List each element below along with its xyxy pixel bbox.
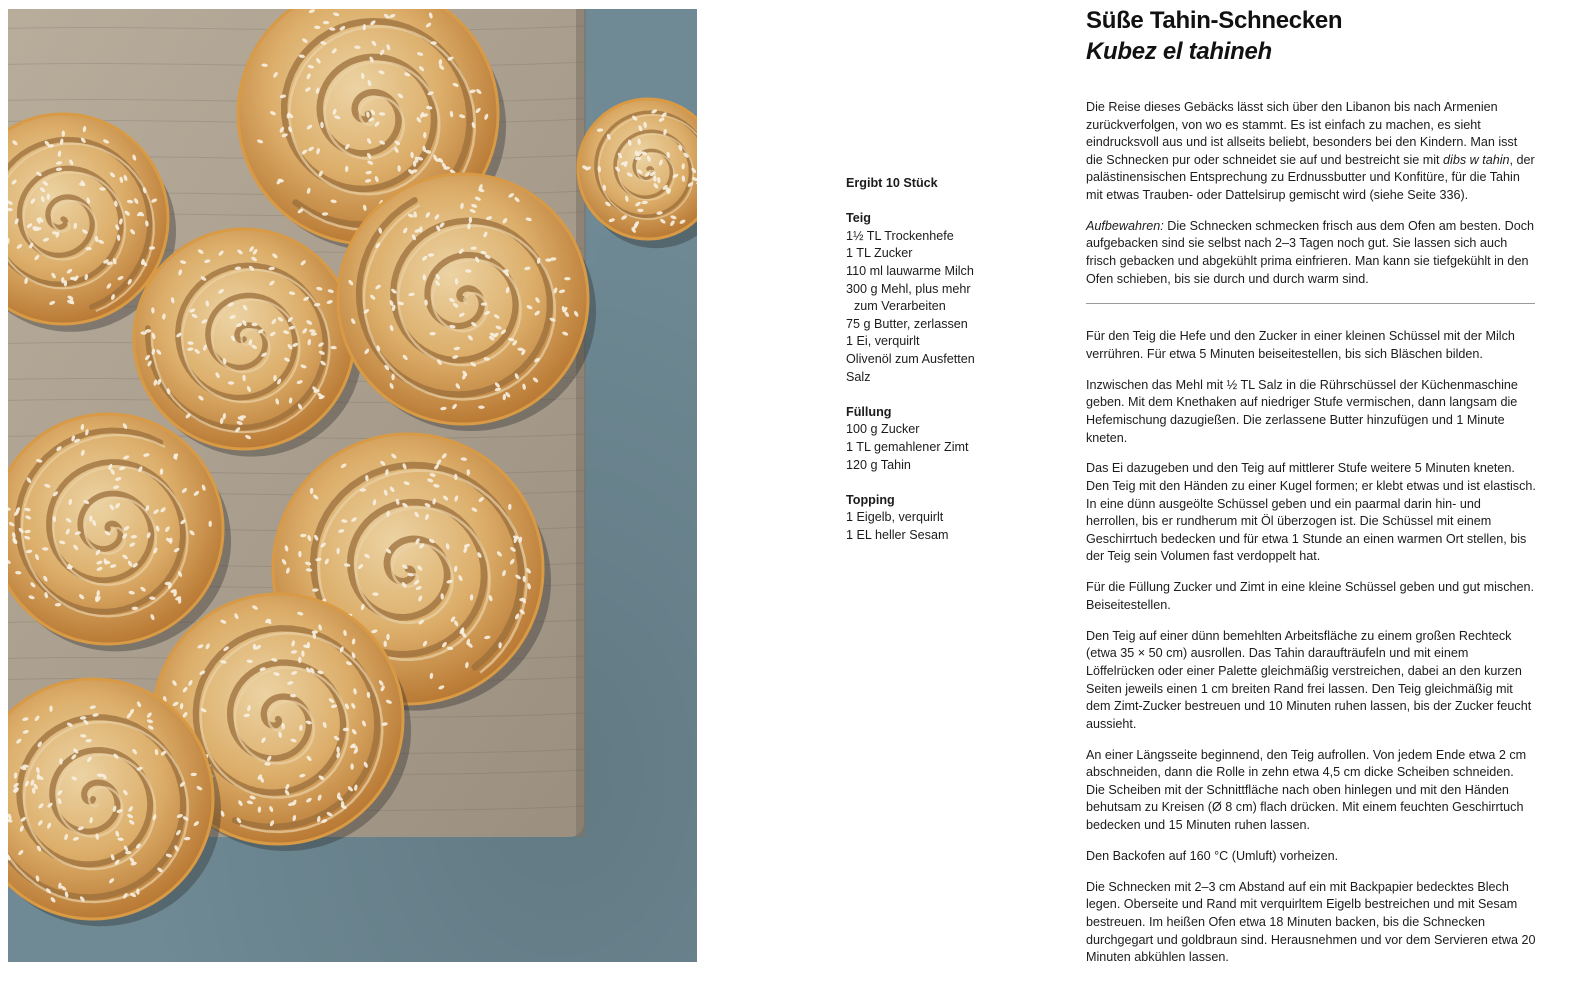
tahini-rolls-illustration [8,9,697,962]
sesame-roll [578,99,697,248]
ingredient-group-title: Topping [846,492,895,507]
ingredient-item: Olivenöl zum Ausfetten [846,351,975,366]
ingredient-item: 1 EL heller Sesam [846,527,949,542]
recipe-subtitle: Kubez el tahineh [1086,38,1272,65]
ingredient-item: Salz [846,369,871,384]
ingredient-item: zum Verarbeiten [854,299,946,314]
dish-name-italic: dibs w tahin [1443,152,1510,167]
recipe-steps [1086,328,1536,966]
ingredient-item: 1 TL gemahlener Zimt [846,439,969,454]
intro-paragraph: Die Reise dieses Gebäcks lässt sich über den Libanon bis nach Armenien zurückverfolgen, von wo es stammt. Es ist einfach zu machen, es sieht eindrucksvoll aus und ist allseits beliebt, besonders bei den Kindern. Man isst die Schnecken pur oder schneidet sie auf und bestreicht sie mit dibs w tahin, der palästinensischen Entsprechung zu Erdnussbutter und Konfitüre, für die Tahin mit etwas Trauben- oder Dattelsirup gemischt wird (siehe Seite 336). [1086,100,1535,202]
ingredient-group-filling [846,404,1036,474]
recipe-step: Inzwischen das Mehl mit ½ TL Salz in die Rührschüssel der Küchenmaschine geben. Mit dem Knethaken auf niedriger Stufe vermischen, dann langsam die Hefemischung dazugießen. Die zerlassene Butter hinzufügen und 1 Minute kneten. [1086,377,1518,445]
recipe-step: Den Teig auf einer dünn bemehlten Arbeitsfläche zu einem großen Rechteck (etwa 35 × 50 cm) ausrollen. Das Tahin daraufträufeln und mit einem Löffelrücken oder einer Palette gleichmäßig verstreichen, dabei an den kurzen Seiten jeweils einen 1 cm breiten Rand frei lassen. Den Teig gleichmäßig mit dem Zimt-Zucker bestreuen und 10 Minuten ruhen lassen, bis der Zucker feucht aussieht. [1086,628,1532,731]
recipe-step: Für den Teig die Hefe und den Zucker in einer kleinen Schüssel mit der Milch verrühren. Für etwa 5 Minuten beiseitestellen, bis sich Bläschen bilden. [1086,329,1515,361]
storage-paragraph: Aufbewahren: Die Schnecken schmecken frisch aus dem Ofen am besten. Doch aufgebacken sind sie selbst nach 2–3 Tagen noch gut. Sie lassen sich auch frisch gebacken und abgekühlt prima einfrieren. Man kann sie tiefgekühlt in den Ofen schieben, bis sie durch und durch warm sind. [1086,218,1535,286]
ingredient-item: 1 Eigelb, verquirlt [846,510,944,525]
recipe-step: An einer Längsseite beginnend, den Teig aufrollen. Von jedem Ende etwa 2 cm abschneiden, dann die Rolle in zehn etwa 4,5 cm dicke Scheiben schneiden. Die Scheiben mit der Schnittfläche nach oben hinlegen und mit den Händen behutsam zu Kreisen (Ø 8 cm) flach drücken. Mit einem feuchten Geschirrtuch bedecken und 15 Minuten ruhen lassen. [1086,747,1527,832]
yield: Ergibt 10 Stück [846,176,938,190]
ingredient-group-title: Teig [846,211,871,226]
recipe-title: Süße Tahin-Schnecken [1086,7,1343,34]
section-divider [1086,303,1535,304]
ingredient-item: 1½ TL Trockenhefe [846,228,954,243]
ingredient-group-title: Füllung [846,404,892,419]
storage-label: Aufbewahren: [1086,218,1164,233]
recipe-intro [1086,99,1536,288]
recipe-text-column [1086,6,1536,980]
ingredient-group-dough [846,210,1036,386]
recipe-step: Das Ei dazugeben und den Teig auf mittlerer Stufe weitere 5 Minuten kneten. Den Teig mit den Händen zu einer Kugel formen; er klebt etwas und ist elastisch. In eine dünn ausgeölte Schüssel geben und ein paarmal darin hin- und herrollen, bis er rundherum mit Öl überzogen ist. Die Schüssel mit einem Geschirrtuch bedecken und für etwa 1 Stunde an einen warmen Ort stellen, bis der Teig sein Volumen fast verdoppelt hat. [1086,461,1536,564]
ingredient-item: 75 g Butter, zerlassen [846,316,968,331]
ingredient-item: 110 ml lauwarme Milch [846,263,974,278]
recipe-step: Für die Füllung Zucker und Zimt in eine kleine Schüssel geben und gut mischen. Beiseitestellen. [1086,580,1535,612]
ingredient-item: 1 TL Zucker [846,246,913,261]
ingredient-group-topping [846,492,1036,545]
recipe-step: Den Backofen auf 160 °C (Umluft) vorheizen. [1086,848,1339,863]
recipe-step: Die Schnecken mit 2–3 cm Abstand auf ein mit Backpapier bedecktes Blech legen. Oberseite und Rand mit verquirltem Eigelb bestreichen und mit Sesam bestreuen. Im heißen Ofen etwa 18 Minuten backen, bis die Schnecken durchgegart und goldbraun sind. Herausnehmen und vor dem Servieren etwa 20 Minuten abkühlen lassen. [1086,879,1536,965]
ingredient-item: 300 g Mehl, plus mehr [846,281,971,296]
ingredient-item: 120 g Tahin [846,457,911,472]
ingredients-list [846,175,1036,544]
recipe-photo [8,9,697,962]
ingredient-item: 100 g Zucker [846,422,920,437]
ingredient-item: 1 Ei, verquirlt [846,334,920,349]
